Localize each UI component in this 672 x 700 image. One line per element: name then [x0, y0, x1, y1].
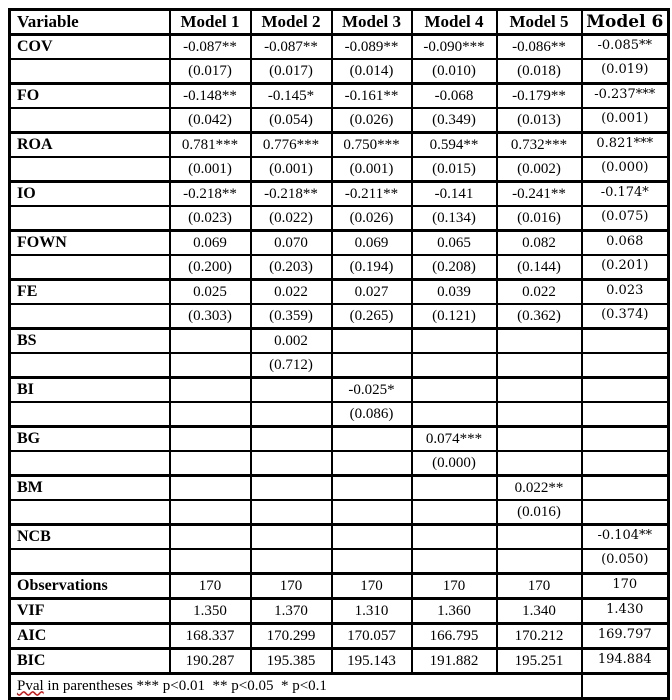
coefficient-cell: 0.594** — [412, 133, 497, 158]
coefficient-cell: 0.781*** — [170, 133, 251, 158]
stat-row — [10, 574, 669, 599]
coefficient-cell: 0.022** — [497, 476, 582, 501]
stat-row — [10, 599, 669, 624]
coefficient-cell: 0.069 — [332, 231, 412, 256]
variable-label: BM — [10, 476, 170, 501]
pvalue-cell: (0.121) — [412, 304, 497, 329]
stat-value-cell: 1.430 — [582, 599, 669, 624]
pvalue-cell: (0.017) — [251, 59, 332, 84]
stat-value-cell: 170.212 — [497, 624, 582, 649]
table-row — [10, 280, 669, 305]
stat-value-cell: 195.251 — [497, 649, 582, 674]
pvalue-cell: (0.054) — [251, 108, 332, 133]
stat-label: Observations — [10, 574, 170, 599]
footnote-text: in parentheses *** p<0.01 ** p<0.05 * p<0.1 — [43, 677, 327, 694]
coefficient-cell: -0.179** — [497, 84, 582, 109]
pvalue-cell — [170, 402, 251, 427]
stat-value-cell: 170 — [332, 574, 412, 599]
pvalue-cell: (0.303) — [170, 304, 251, 329]
table-row — [10, 402, 669, 427]
coefficient-cell: -0.085** — [582, 35, 669, 60]
pvalue-cell — [582, 353, 669, 378]
stat-label: AIC — [10, 624, 170, 649]
pvalue-cell: (0.200) — [170, 255, 251, 280]
empty-label-cell — [10, 353, 170, 378]
column-header-model5: Model 5 — [497, 10, 582, 35]
pvalue-cell: (0.026) — [332, 206, 412, 231]
pvalue-cell: (0.144) — [497, 255, 582, 280]
coefficient-cell — [332, 427, 412, 452]
coefficient-cell: 0.732*** — [497, 133, 582, 158]
stat-value-cell: 169.797 — [582, 624, 669, 649]
pvalue-cell — [251, 451, 332, 476]
variable-label: FOWN — [10, 231, 170, 256]
pvalue-cell: (0.265) — [332, 304, 412, 329]
stat-value-cell: 170 — [582, 574, 669, 599]
pvalue-cell: (0.001) — [582, 108, 669, 133]
pvalue-cell — [170, 353, 251, 378]
coefficient-cell: 0.027 — [332, 280, 412, 305]
table-row — [10, 231, 669, 256]
coefficient-cell — [582, 378, 669, 403]
stat-value-cell: 170 — [412, 574, 497, 599]
pvalue-cell: (0.712) — [251, 353, 332, 378]
pvalue-cell: (0.022) — [251, 206, 332, 231]
coefficient-cell: -0.068 — [412, 84, 497, 109]
empty-label-cell — [10, 451, 170, 476]
footnote — [10, 674, 582, 699]
pvalue-cell: (0.010) — [412, 59, 497, 84]
coefficient-cell: -0.145* — [251, 84, 332, 109]
column-header-variable: Variable — [10, 10, 170, 35]
table-row — [10, 353, 669, 378]
coefficient-cell — [412, 476, 497, 501]
pvalue-cell: (0.000) — [412, 451, 497, 476]
pvalue-cell: (0.013) — [497, 108, 582, 133]
pvalue-cell — [412, 549, 497, 574]
pvalue-cell: (0.042) — [170, 108, 251, 133]
variable-label: ROA — [10, 133, 170, 158]
stat-value-cell: 1.350 — [170, 599, 251, 624]
coefficient-cell: -0.237*** — [582, 84, 669, 109]
pvalue-cell: (0.026) — [332, 108, 412, 133]
empty-label-cell — [10, 206, 170, 231]
coefficient-cell — [412, 329, 497, 354]
coefficient-cell: -0.087** — [170, 35, 251, 60]
stat-value-cell: 170.299 — [251, 624, 332, 649]
pvalue-cell: (0.359) — [251, 304, 332, 329]
coefficient-cell: 0.070 — [251, 231, 332, 256]
pvalue-cell: (0.017) — [170, 59, 251, 84]
table-row — [10, 378, 669, 403]
pvalue-cell — [251, 500, 332, 525]
table-row — [10, 35, 669, 60]
stat-value-cell: 170 — [497, 574, 582, 599]
pvalue-cell — [332, 353, 412, 378]
coefficient-cell — [582, 329, 669, 354]
stat-value-cell: 170.057 — [332, 624, 412, 649]
stat-value-cell: 190.287 — [170, 649, 251, 674]
pvalue-cell — [412, 353, 497, 378]
pvalue-cell: (0.000) — [582, 157, 669, 182]
coefficient-cell: 0.069 — [170, 231, 251, 256]
variable-label: FO — [10, 84, 170, 109]
pvalue-cell — [582, 402, 669, 427]
empty-label-cell — [10, 549, 170, 574]
coefficient-cell — [497, 329, 582, 354]
pvalue-cell: (0.203) — [251, 255, 332, 280]
coefficient-cell — [497, 378, 582, 403]
coefficient-cell — [170, 329, 251, 354]
coefficient-cell: 0.776*** — [251, 133, 332, 158]
pvalue-cell: (0.001) — [332, 157, 412, 182]
pvalue-cell: (0.194) — [332, 255, 412, 280]
column-header-model4: Model 4 — [412, 10, 497, 35]
pvalue-cell: (0.002) — [497, 157, 582, 182]
pvalue-cell: (0.001) — [251, 157, 332, 182]
variable-label: IO — [10, 182, 170, 207]
stat-value-cell: 1.310 — [332, 599, 412, 624]
pvalue-cell — [251, 549, 332, 574]
pvalue-cell — [332, 500, 412, 525]
table-row — [10, 133, 669, 158]
pvalue-cell: (0.018) — [497, 59, 582, 84]
pvalue-cell: (0.016) — [497, 500, 582, 525]
coefficient-cell: -0.086** — [497, 35, 582, 60]
coefficient-cell: 0.002 — [251, 329, 332, 354]
coefficient-cell: -0.211** — [332, 182, 412, 207]
coefficient-cell: -0.148** — [170, 84, 251, 109]
coefficient-cell: 0.821*** — [582, 133, 669, 158]
coefficient-cell — [582, 427, 669, 452]
pvalue-cell: (0.015) — [412, 157, 497, 182]
coefficient-cell: 0.750*** — [332, 133, 412, 158]
stat-value-cell: 170 — [251, 574, 332, 599]
column-header-model2: Model 2 — [251, 10, 332, 35]
table-row — [10, 476, 669, 501]
coefficient-cell — [412, 525, 497, 550]
coefficient-cell — [170, 525, 251, 550]
table-row — [10, 451, 669, 476]
stat-row — [10, 649, 669, 674]
coefficient-cell — [582, 476, 669, 501]
table-row — [10, 500, 669, 525]
coefficient-cell: -0.087** — [251, 35, 332, 60]
variable-label: BI — [10, 378, 170, 403]
stat-value-cell: 1.370 — [251, 599, 332, 624]
pvalue-cell — [497, 402, 582, 427]
variable-label: FE — [10, 280, 170, 305]
empty-label-cell — [10, 304, 170, 329]
coefficient-cell — [170, 476, 251, 501]
coefficient-cell — [251, 476, 332, 501]
table-row — [10, 206, 669, 231]
coefficient-cell: -0.241** — [497, 182, 582, 207]
stat-value-cell: 195.385 — [251, 649, 332, 674]
coefficient-cell: -0.025* — [332, 378, 412, 403]
pvalue-cell — [582, 451, 669, 476]
coefficient-cell — [251, 378, 332, 403]
misspelled-word: Pval — [17, 677, 44, 694]
empty-label-cell — [10, 108, 170, 133]
column-header-model3: Model 3 — [332, 10, 412, 35]
stat-row — [10, 624, 669, 649]
empty-label-cell — [10, 255, 170, 280]
empty-label-cell — [10, 59, 170, 84]
stat-value-cell: 1.340 — [497, 599, 582, 624]
pvalue-cell — [497, 451, 582, 476]
stat-value-cell: 191.882 — [412, 649, 497, 674]
coefficient-cell — [332, 476, 412, 501]
pvalue-cell: (0.050) — [582, 549, 669, 574]
table-row — [10, 59, 669, 84]
coefficient-cell: 0.074*** — [412, 427, 497, 452]
table-row — [10, 304, 669, 329]
pvalue-cell — [497, 549, 582, 574]
coefficient-cell: -0.104** — [582, 525, 669, 550]
pvalue-cell: (0.016) — [497, 206, 582, 231]
coefficient-cell: 0.065 — [412, 231, 497, 256]
coefficient-cell — [170, 378, 251, 403]
pvalue-cell: (0.075) — [582, 206, 669, 231]
stat-value-cell: 1.360 — [412, 599, 497, 624]
variable-label: BS — [10, 329, 170, 354]
coefficient-cell: -0.089** — [332, 35, 412, 60]
pvalue-cell: (0.134) — [412, 206, 497, 231]
stat-value-cell: 166.795 — [412, 624, 497, 649]
pvalue-cell: (0.374) — [582, 304, 669, 329]
coefficient-cell — [251, 525, 332, 550]
coefficient-cell — [332, 329, 412, 354]
coefficient-cell: 0.025 — [170, 280, 251, 305]
coefficient-cell — [497, 525, 582, 550]
empty-label-cell — [10, 500, 170, 525]
pvalue-cell — [332, 549, 412, 574]
empty-cell — [582, 674, 669, 699]
pvalue-cell — [170, 549, 251, 574]
variable-label: NCB — [10, 525, 170, 550]
pvalue-cell — [170, 451, 251, 476]
coefficient-cell: 0.022 — [497, 280, 582, 305]
table-row — [10, 182, 669, 207]
coefficient-cell: 0.039 — [412, 280, 497, 305]
column-header-model6: Model 6 — [582, 10, 669, 35]
coefficient-cell: 0.022 — [251, 280, 332, 305]
pvalue-cell: (0.208) — [412, 255, 497, 280]
pvalue-cell: (0.086) — [332, 402, 412, 427]
stat-value-cell: 195.143 — [332, 649, 412, 674]
coefficient-cell — [332, 525, 412, 550]
coefficient-cell: 0.082 — [497, 231, 582, 256]
column-header-model1: Model 1 — [170, 10, 251, 35]
pvalue-cell: (0.349) — [412, 108, 497, 133]
pvalue-cell: (0.001) — [170, 157, 251, 182]
stat-label: VIF — [10, 599, 170, 624]
coefficient-cell: -0.161** — [332, 84, 412, 109]
stat-value-cell: 170 — [170, 574, 251, 599]
pvalue-cell — [251, 402, 332, 427]
pvalue-cell — [412, 500, 497, 525]
pvalue-cell — [582, 500, 669, 525]
coefficient-cell — [497, 427, 582, 452]
coefficient-cell: -0.141 — [412, 182, 497, 207]
table-row — [10, 329, 669, 354]
coefficient-cell — [412, 378, 497, 403]
variable-label: COV — [10, 35, 170, 60]
empty-label-cell — [10, 402, 170, 427]
pvalue-cell — [497, 353, 582, 378]
pvalue-cell — [332, 451, 412, 476]
stat-value-cell: 168.337 — [170, 624, 251, 649]
coefficient-cell: -0.218** — [170, 182, 251, 207]
pvalue-cell — [412, 402, 497, 427]
table-row — [10, 157, 669, 182]
pvalue-cell: (0.014) — [332, 59, 412, 84]
pvalue-cell — [170, 500, 251, 525]
footnote-row — [10, 674, 669, 699]
coefficient-cell: 0.023 — [582, 280, 669, 305]
stat-value-cell: 194.884 — [582, 649, 669, 674]
coefficient-cell — [251, 427, 332, 452]
table-row — [10, 84, 669, 109]
empty-label-cell — [10, 157, 170, 182]
coefficient-cell: 0.068 — [582, 231, 669, 256]
pvalue-cell: (0.362) — [497, 304, 582, 329]
header-row — [10, 10, 669, 35]
coefficient-cell: -0.090*** — [412, 35, 497, 60]
regression-table — [8, 8, 670, 700]
pvalue-cell: (0.023) — [170, 206, 251, 231]
table-row — [10, 525, 669, 550]
table-row — [10, 255, 669, 280]
variable-label: BG — [10, 427, 170, 452]
coefficient-cell: -0.174* — [582, 182, 669, 207]
stat-label: BIC — [10, 649, 170, 674]
pvalue-cell: (0.019) — [582, 59, 669, 84]
table-row — [10, 108, 669, 133]
table-row — [10, 549, 669, 574]
coefficient-cell — [170, 427, 251, 452]
table-row — [10, 427, 669, 452]
coefficient-cell: -0.218** — [251, 182, 332, 207]
pvalue-cell: (0.201) — [582, 255, 669, 280]
